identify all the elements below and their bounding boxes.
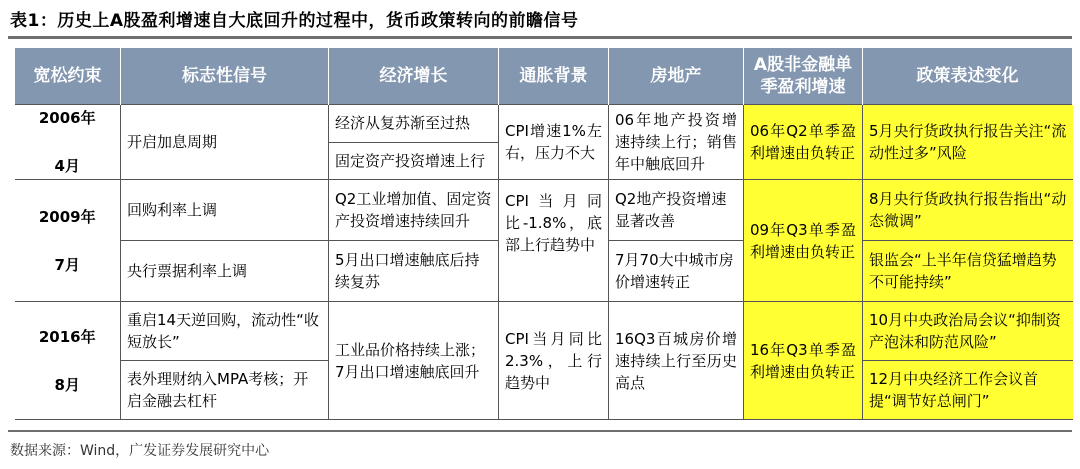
signal-cell: 回购利率上调 [121, 180, 329, 241]
policy-signal-table [14, 48, 1073, 420]
header-cell: 通胀背景 [499, 48, 609, 105]
signal-cell: 央行票据利率上调 [121, 241, 329, 302]
footer-divider [8, 430, 1072, 432]
period-month: 4月 [54, 157, 80, 175]
period-year: 2009年 [38, 207, 96, 226]
period-cell [15, 302, 121, 420]
period-month: 7月 [54, 255, 80, 274]
policy-cell: 银监会“上半年信贷猛增趋势不可能持续” [863, 241, 1073, 302]
period-cell [15, 180, 121, 302]
inflation-cell: CPI增速1%左右，压力不大 [499, 105, 609, 180]
growth-cell: 工业品价格持续上涨；7月出口增速触底回升 [329, 302, 499, 420]
header-cell: 标志性信号 [121, 48, 329, 105]
growth-cell: Q2工业增加值、固定资产投资增速持续回升 [329, 180, 499, 241]
growth-cell: 5月出口增速触底后持续复苏 [329, 241, 499, 302]
period-year: 2006年 [38, 109, 96, 127]
header-row [15, 48, 1073, 105]
period-month: 8月 [54, 375, 80, 394]
table-title: 表1：历史上A股盈利增速自大底回升的过程中，货币政策转向的前瞻信号 [10, 11, 579, 31]
realestate-cell: 7月70大中城市房价增速转正 [609, 241, 744, 302]
policy-cell: 5月央行货政执行报告关注“流动性过多”风险 [863, 105, 1073, 180]
header-cell: 政策表述变化 [863, 48, 1073, 105]
growth-cell: 经济从复苏渐至过热 [329, 105, 499, 143]
earnings-cell: 16年Q3单季盈利增速由负转正 [744, 302, 863, 420]
policy-cell: 10月中央政治局会议“抑制资产泡沫和防范风险” [863, 302, 1073, 361]
signal-cell: 表外理财纳入MPA考核；开启金融去杠杆 [121, 361, 329, 420]
policy-cell: 8月央行货政执行报告指出“动态微调” [863, 180, 1073, 241]
source-note: 数据来源：Wind，广发证券发展研究中心 [10, 443, 270, 459]
earnings-cell: 09年Q3单季盈利增速由负转正 [744, 180, 863, 302]
inflation-cell: CPI当月同比2.3%，上行趋势中 [499, 302, 609, 420]
table-row [15, 105, 1073, 143]
earnings-cell: 06年Q2单季盈利增速由负转正 [744, 105, 863, 180]
inflation-cell: CPI当月同比-1.8%，底部上行趋势中 [499, 180, 609, 302]
header-cell: 经济增长 [329, 48, 499, 105]
table-row [15, 180, 1073, 241]
signal-cell: 开启加息周期 [121, 105, 329, 180]
header-cell: A股非金融单季盈利增速 [744, 48, 863, 105]
header-cell: 宽松约束 [15, 48, 121, 105]
realestate-cell: Q2地产投资增速显著改善 [609, 180, 744, 241]
realestate-cell: 16Q3百城房价增速持续上行至历史高点 [609, 302, 744, 420]
period-year: 2016年 [38, 327, 96, 346]
policy-cell: 12月中央经济工作会议首提“调节好总闸门” [863, 361, 1073, 420]
title-divider [8, 36, 1072, 39]
period-cell [15, 105, 121, 180]
header-cell: 房地产 [609, 48, 744, 105]
realestate-cell: 06年地产投资增速持续上行；销售年中触底回升 [609, 105, 744, 180]
table-row [15, 302, 1073, 361]
growth-cell: 固定资产投资增速上行 [329, 142, 499, 180]
signal-cell: 重启14天逆回购，流动性“收短放长” [121, 302, 329, 361]
